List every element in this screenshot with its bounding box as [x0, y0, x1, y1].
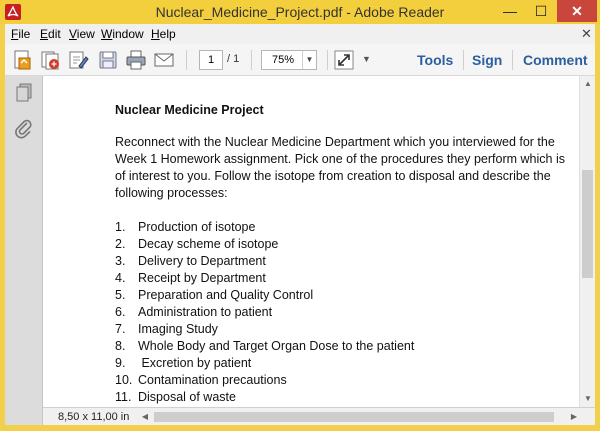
- list-item-number: 11.: [115, 390, 132, 404]
- menu-help-accesskey: H: [151, 27, 160, 41]
- document-title: Nuclear Medicine Project: [115, 103, 264, 117]
- list-item: [115, 355, 575, 372]
- more-tools-arrow[interactable]: ▼: [362, 54, 371, 64]
- edit-pdf-icon[interactable]: [67, 49, 89, 71]
- horizontal-scrollbar[interactable]: [138, 409, 581, 425]
- page-size: 8,50 x 11,00 in: [58, 411, 130, 423]
- toolbar-separator: [186, 50, 187, 70]
- navigation-pane: [5, 76, 43, 425]
- list-item: [115, 372, 575, 389]
- list-item: [115, 270, 575, 287]
- page-number-input[interactable]: 1: [199, 50, 223, 70]
- list-item-number: 1.: [115, 220, 126, 234]
- list-item-text: Excretion by patient: [138, 356, 252, 370]
- scroll-up-icon[interactable]: ▲: [584, 79, 592, 88]
- menu-file-label: ile: [18, 27, 31, 41]
- list-item-number: 10.: [115, 373, 133, 387]
- combine-pdf-icon[interactable]: [39, 49, 61, 71]
- list-item-number: 8.: [115, 339, 126, 353]
- close-document-icon[interactable]: ✕: [581, 26, 592, 41]
- print-icon[interactable]: [125, 49, 147, 71]
- list-item-text: Imaging Study: [138, 322, 218, 336]
- list-item-text: Contamination precautions: [138, 373, 287, 387]
- fit-page-icon[interactable]: [333, 49, 355, 71]
- menu-bar: [5, 24, 595, 44]
- list-item-text: Decay scheme of isotope: [138, 237, 279, 251]
- list-item: [115, 236, 575, 253]
- document-paragraph: Reconnect with the Nuclear Medicine Department which you interviewed for the Week 1 Homework assignment. Pick one of the procedures they perform which is of interest to you. Follow the isotope from creation to disposal and describe the following processes:: [115, 135, 565, 200]
- list-item-text: Production of isotope: [138, 220, 256, 234]
- scroll-left-icon[interactable]: ◀: [141, 412, 149, 421]
- process-list: [115, 219, 575, 406]
- menu-help-label: elp: [159, 27, 176, 41]
- window-title: Nuclear_Medicine_Project.pdf - Adobe Reader: [155, 4, 445, 20]
- list-item-text: Disposal of waste: [138, 390, 236, 404]
- list-item: [115, 253, 575, 270]
- toolbar-separator: [512, 50, 513, 70]
- menu-help[interactable]: [151, 27, 176, 41]
- title-bar: [0, 0, 600, 24]
- list-item-text: Administration to patient: [138, 305, 273, 319]
- menu-edit[interactable]: [40, 27, 61, 41]
- menu-file-accesskey: F: [11, 27, 19, 41]
- list-item: [115, 287, 575, 304]
- scroll-down-icon[interactable]: ▼: [584, 394, 592, 403]
- save-icon[interactable]: [97, 49, 119, 71]
- menu-window-accesskey: W: [101, 27, 113, 41]
- list-item: [115, 389, 575, 406]
- create-pdf-icon[interactable]: [11, 49, 33, 71]
- list-item-text: Delivery to Department: [138, 254, 266, 268]
- zoom-select[interactable]: [261, 50, 317, 70]
- scroll-right-icon[interactable]: ▶: [570, 412, 578, 421]
- attachments-icon[interactable]: [13, 118, 35, 140]
- close-button[interactable]: ✕: [557, 0, 597, 22]
- list-item-text: Preparation and Quality Control: [138, 288, 314, 302]
- chevron-down-icon[interactable]: ▼: [302, 51, 316, 69]
- toolbar-separator: [463, 50, 464, 70]
- maximize-button[interactable]: ☐: [534, 3, 548, 19]
- list-item-number: 6.: [115, 305, 126, 319]
- menu-edit-accesskey: E: [40, 27, 49, 41]
- list-item-number: 9.: [115, 356, 126, 370]
- menu-edit-label: dit: [48, 27, 61, 41]
- pdf-page: [115, 102, 575, 406]
- list-item-number: 7.: [115, 322, 126, 336]
- list-item-number: 3.: [115, 254, 126, 268]
- sign-button[interactable]: Sign: [472, 52, 503, 68]
- menu-view-label: iew: [76, 27, 95, 41]
- email-icon[interactable]: [153, 49, 175, 71]
- list-item: [115, 338, 575, 355]
- toolbar-separator: [251, 50, 252, 70]
- zoom-value: 75%: [271, 54, 295, 66]
- list-item-text: Receipt by Department: [138, 271, 266, 285]
- toolbar: [5, 44, 595, 76]
- vertical-scroll-thumb[interactable]: [582, 170, 593, 278]
- menu-window[interactable]: [101, 27, 144, 41]
- page-thumbnails-icon[interactable]: [13, 82, 35, 104]
- status-bar: [43, 407, 595, 425]
- menu-view[interactable]: [69, 27, 95, 41]
- list-item: [115, 304, 575, 321]
- menu-file[interactable]: [11, 27, 30, 41]
- tools-button[interactable]: Tools: [417, 52, 454, 68]
- list-item-text: Whole Body and Target Organ Dose to the patient: [138, 339, 415, 353]
- list-item-number: 4.: [115, 271, 126, 285]
- page-total: / 1: [227, 53, 240, 65]
- minimize-button[interactable]: —: [503, 3, 517, 19]
- list-item-number: 2.: [115, 237, 126, 251]
- toolbar-separator: [327, 50, 328, 70]
- list-item-number: 5.: [115, 288, 126, 302]
- comment-button[interactable]: Comment: [523, 52, 588, 68]
- list-item: [115, 219, 575, 236]
- list-item: [115, 321, 575, 338]
- document-view[interactable]: [43, 76, 579, 407]
- vertical-scrollbar[interactable]: [579, 76, 595, 407]
- menu-window-label: indow: [112, 27, 144, 41]
- horizontal-scroll-thumb[interactable]: [154, 412, 554, 422]
- menu-view-accesskey: V: [69, 27, 77, 41]
